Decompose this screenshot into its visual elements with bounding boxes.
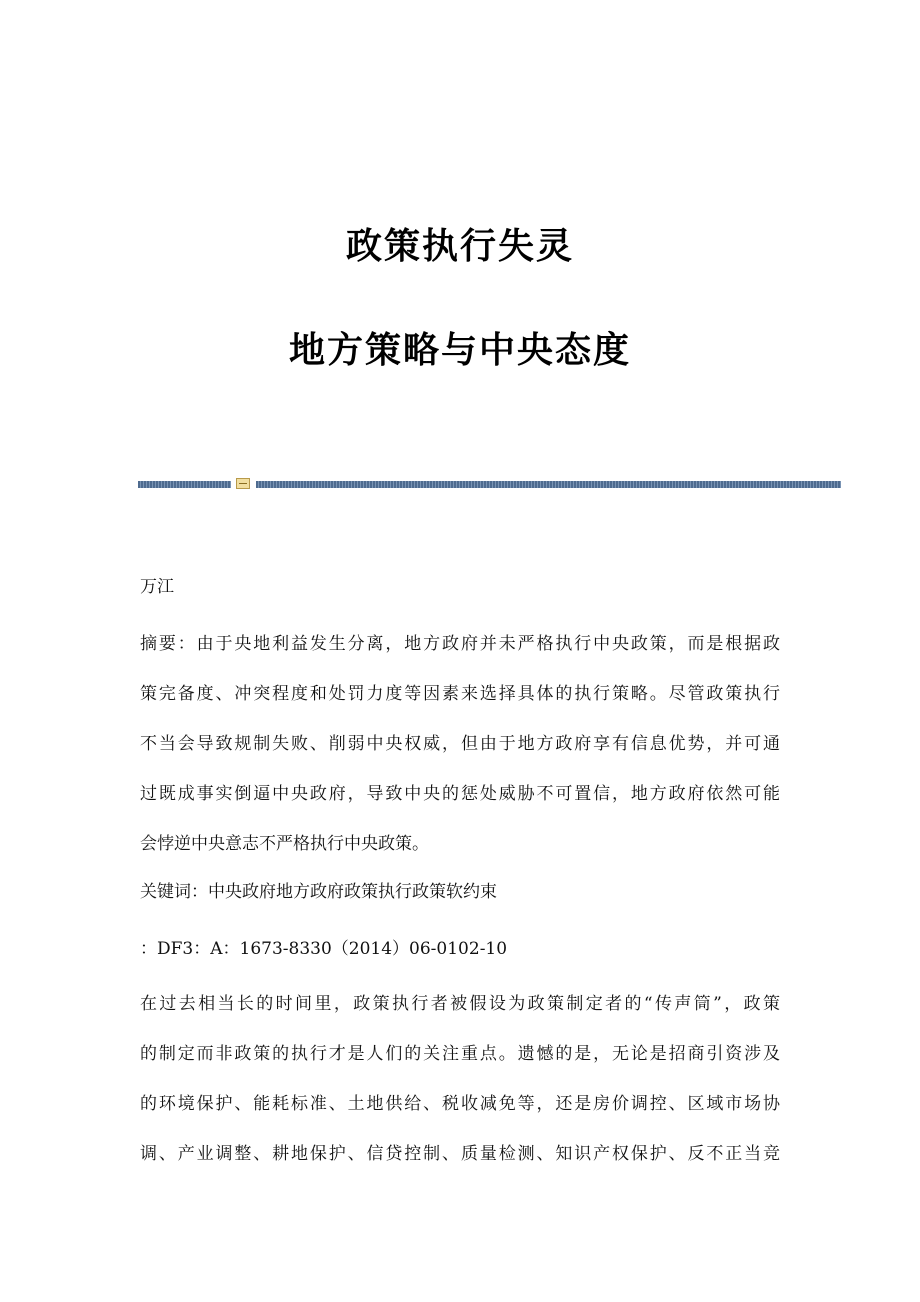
document-title: 政策执行失灵 <box>345 226 574 267</box>
body-line: 调、产业调整、耕地保护、信贷控制、质量检测、知识产权保护、反不正当竞 <box>140 1144 780 1164</box>
decorative-divider <box>138 477 841 491</box>
body-line: 的制定而非政策的执行才是人们的关注重点。遗憾的是，无论是招商引资涉及 <box>140 1044 780 1064</box>
abstract-line: 不当会导致规制失败、削弱中央权威，但由于地方政府享有信息优势，并可通 <box>140 734 780 754</box>
abstract-line: 过既成事实倒逼中央政府，导致中央的惩处威胁不可置信，地方政府依然可能 <box>140 784 780 804</box>
document-subtitle: 地方策略与中央态度 <box>288 330 631 371</box>
body-paragraph <box>140 994 780 1194</box>
body-line: 在过去相当长的时间里，政策执行者被假设为政策制定者的“传声筒”，政策 <box>140 994 780 1014</box>
abstract-line: 摘要：由于央地利益发生分离，地方政府并未严格执行中央政策，而是根据政 <box>140 634 780 654</box>
body-line: 的环境保护、能耗标准、土地供给、税收减免等，还是房价调控、区域市场协 <box>140 1094 780 1114</box>
divider-ornament-icon <box>236 478 250 489</box>
author-name: 万江 <box>140 577 174 597</box>
divider-bar-right <box>256 481 841 488</box>
abstract-line: 策完备度、冲突程度和处罚力度等因素来选择具体的执行策略。尽管政策执行 <box>140 684 780 704</box>
abstract-paragraph <box>140 634 780 884</box>
classification-code: ：DF3：A：1673-8330（2014）06-0102-10 <box>140 939 508 959</box>
abstract-line: 会悖逆中央意志不严格执行中央政策。 <box>140 834 429 854</box>
keywords: 关键词：中央政府地方政府政策执行政策软约束 <box>140 882 497 902</box>
divider-bar-left <box>138 481 231 488</box>
